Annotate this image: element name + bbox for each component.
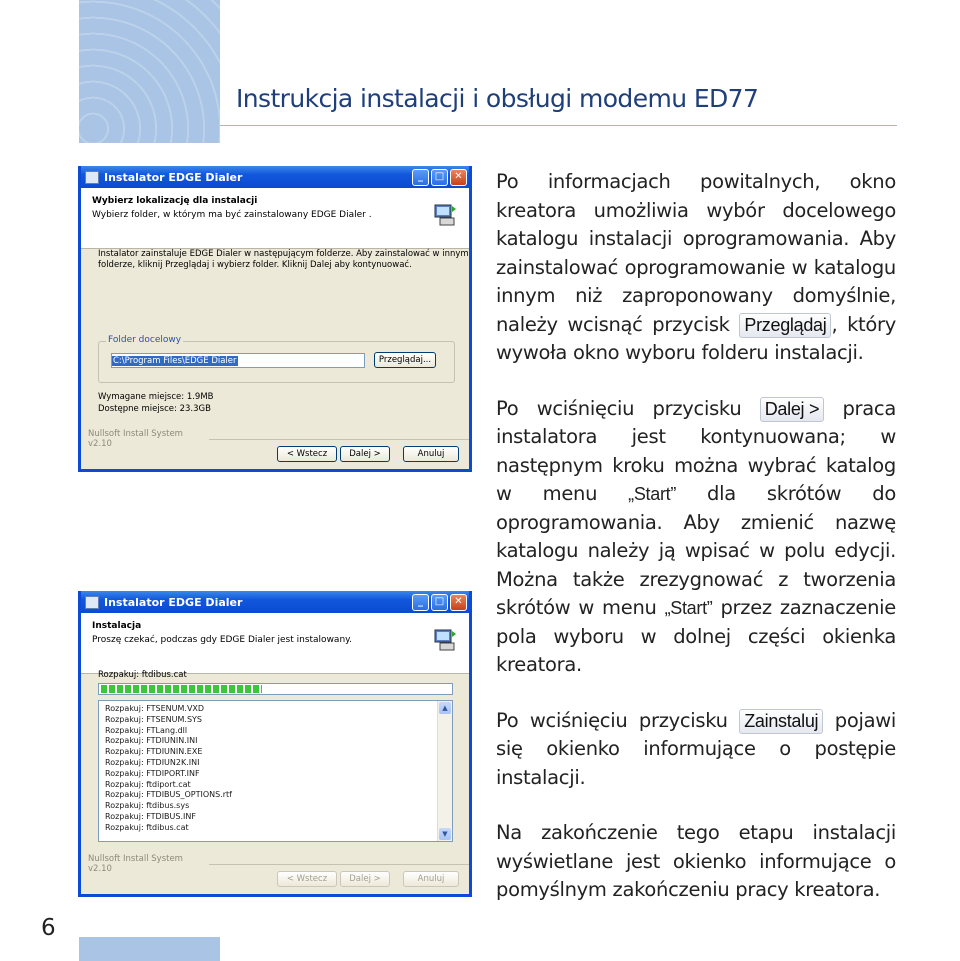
page-title: Instrukcja instalacji i obsługi modemu ED77 xyxy=(236,84,759,113)
log-line: Rozpakuj: ftdiport.cat xyxy=(105,779,191,789)
back-button[interactable]: < Wstecz xyxy=(277,446,337,462)
p3-text-before: Po wciśnięciu przycisku xyxy=(496,708,740,732)
dialog-header xyxy=(81,188,469,249)
path-value: C:\Program Files\EDGE Dialer xyxy=(113,356,237,366)
scroll-down-icon[interactable]: ▼ xyxy=(439,828,451,840)
window-title: Instalator EDGE Dialer xyxy=(104,595,243,609)
title-bar xyxy=(81,591,469,613)
cancel-button[interactable]: Anuluj xyxy=(403,446,459,462)
decorative-blue-block-bottom xyxy=(79,937,220,961)
app-icon xyxy=(85,596,99,609)
install-button-label: Zainstaluj xyxy=(739,709,823,734)
nullsoft-label: Nullsoft Install System v2.10 xyxy=(88,429,183,449)
p3-text-after: pojawi się okienko informujące o postępie instalacji. xyxy=(496,708,896,789)
paragraph-2 xyxy=(496,395,896,680)
description-line-1: Instalator zainstaluje EDGE Dialer w następującym folderze. Aby zainstalować w innym xyxy=(98,249,469,259)
cancel-button[interactable]: Anuluj xyxy=(403,871,459,887)
paragraph-4: Na zakończenie tego etapu instalacji wyświetlane jest okienko informujące o pomyślnym zakończeniu pracy kreatora. xyxy=(496,821,896,901)
log-line: Rozpakuj: FTDIUN2K.INI xyxy=(105,757,200,767)
p2-text-mid2: dla skrótów do oprogramowania. Aby zmienić nazwę katalogu należy ją wpisać w polu edycji. Można także zrezygnować z tworzenia skrótów w menu xyxy=(496,482,896,619)
log-line: Rozpakuj: ftdibus.sys xyxy=(105,801,190,811)
install-log-list[interactable] xyxy=(98,700,453,842)
install-progress-bar xyxy=(98,683,453,695)
log-line: Rozpakuj: FTDIBUS.INF xyxy=(105,811,196,821)
installer-dialog-location xyxy=(78,166,472,472)
space-available: Dostępne miejsce: 23.3GB xyxy=(98,404,211,414)
log-line: Rozpakuj: FTDIPORT.INF xyxy=(105,768,200,778)
browse-button[interactable]: Przeglądaj... xyxy=(374,352,436,368)
maximize-button[interactable]: □ xyxy=(431,594,448,611)
p2-text-after: przez zaznaczenie pola wyboru w dolnej części okienka kreatora. xyxy=(496,596,896,676)
log-line: Rozpakuj: FTDIUNIN.INI xyxy=(105,736,198,746)
header-divider xyxy=(220,125,897,126)
nullsoft-label: Nullsoft Install System v2.10 xyxy=(88,854,183,874)
page-number: 6 xyxy=(41,915,56,941)
setup-computer-icon xyxy=(432,627,458,653)
next-button[interactable]: Dalej > xyxy=(340,871,390,887)
p1-text-before: Po informacjach powitalnych, okno kreatora umożliwia wybór docelowego katalogu instalacji oprogramowania. Aby zainstalować oprogramowanie w katalogu innym niż zaproponowany domyślnie, należy wcisnąć przycisk xyxy=(496,170,896,336)
close-button[interactable]: ✕ xyxy=(450,594,467,611)
scrollbar[interactable] xyxy=(437,701,452,841)
minimize-button[interactable]: _ xyxy=(412,594,429,611)
app-icon xyxy=(85,171,99,184)
next-button[interactable]: Dalej > xyxy=(340,446,390,462)
browse-button-label: Przeglądaj xyxy=(739,313,831,338)
destination-path-input[interactable] xyxy=(111,353,365,368)
p2-text-before: Po wciśnięciu przycisku xyxy=(496,396,760,420)
log-items xyxy=(99,701,452,837)
p1-text-after: , który wywoła okno wyboru folderu instalacji. xyxy=(496,312,896,364)
installer-dialog-progress xyxy=(78,591,472,897)
close-button[interactable]: ✕ xyxy=(450,169,467,186)
start-menu-label-2: „Start” xyxy=(664,598,713,618)
progress-fill xyxy=(101,685,262,693)
log-line: Rozpakuj: FTDIBUS_OPTIONS.rtf xyxy=(105,790,232,800)
paragraph-1 xyxy=(496,168,896,368)
back-button[interactable]: < Wstecz xyxy=(277,871,337,887)
dialog-subheading: Wybierz folder, w którym ma być zainstalowany EDGE Dialer . xyxy=(92,210,372,220)
next-button-label: Dalej > xyxy=(760,397,824,422)
dialog-heading: Instalacja xyxy=(92,621,142,631)
instruction-text-column xyxy=(496,168,896,905)
title-bar xyxy=(81,166,469,188)
decorative-blue-block-top xyxy=(79,0,220,143)
install-status: Rozpakuj: ftdibus.cat xyxy=(98,670,187,680)
log-line: Rozpakuj: FTDIUNIN.EXE xyxy=(105,747,203,757)
log-line: Rozpakuj: FTSENUM.SYS xyxy=(105,714,202,724)
minimize-button[interactable]: _ xyxy=(412,169,429,186)
dialog-subheading: Proszę czekać, podczas gdy EDGE Dialer jest instalowany. xyxy=(92,635,353,645)
window-title: Instalator EDGE Dialer xyxy=(104,170,243,184)
setup-computer-icon xyxy=(432,202,458,228)
dialog-heading: Wybierz lokalizację dla instalacji xyxy=(92,196,258,206)
paragraph-3 xyxy=(496,707,896,793)
scroll-up-icon[interactable]: ▲ xyxy=(439,702,451,714)
space-required: Wymagane miejsce: 1.9MB xyxy=(98,392,214,402)
description-line-2: folderze, kliknij Przeglądaj i wybierz folder. Kliknij Dalej aby kontynuować. xyxy=(98,260,412,270)
start-menu-label-1: „Start” xyxy=(628,484,677,504)
p2-text-mid1: praca instalatora jest kontynuowana; w następnym kroku można wybrać katalog w menu xyxy=(496,396,896,505)
dialog-header xyxy=(81,613,469,674)
log-line: Rozpakuj: FTLang.dll xyxy=(105,725,188,735)
log-line: Rozpakuj: ftdibus.cat xyxy=(105,822,189,832)
maximize-button[interactable]: □ xyxy=(431,169,448,186)
log-line: Rozpakuj: FTSENUM.VXD xyxy=(105,704,205,713)
group-label: Folder docelowy xyxy=(108,335,182,345)
